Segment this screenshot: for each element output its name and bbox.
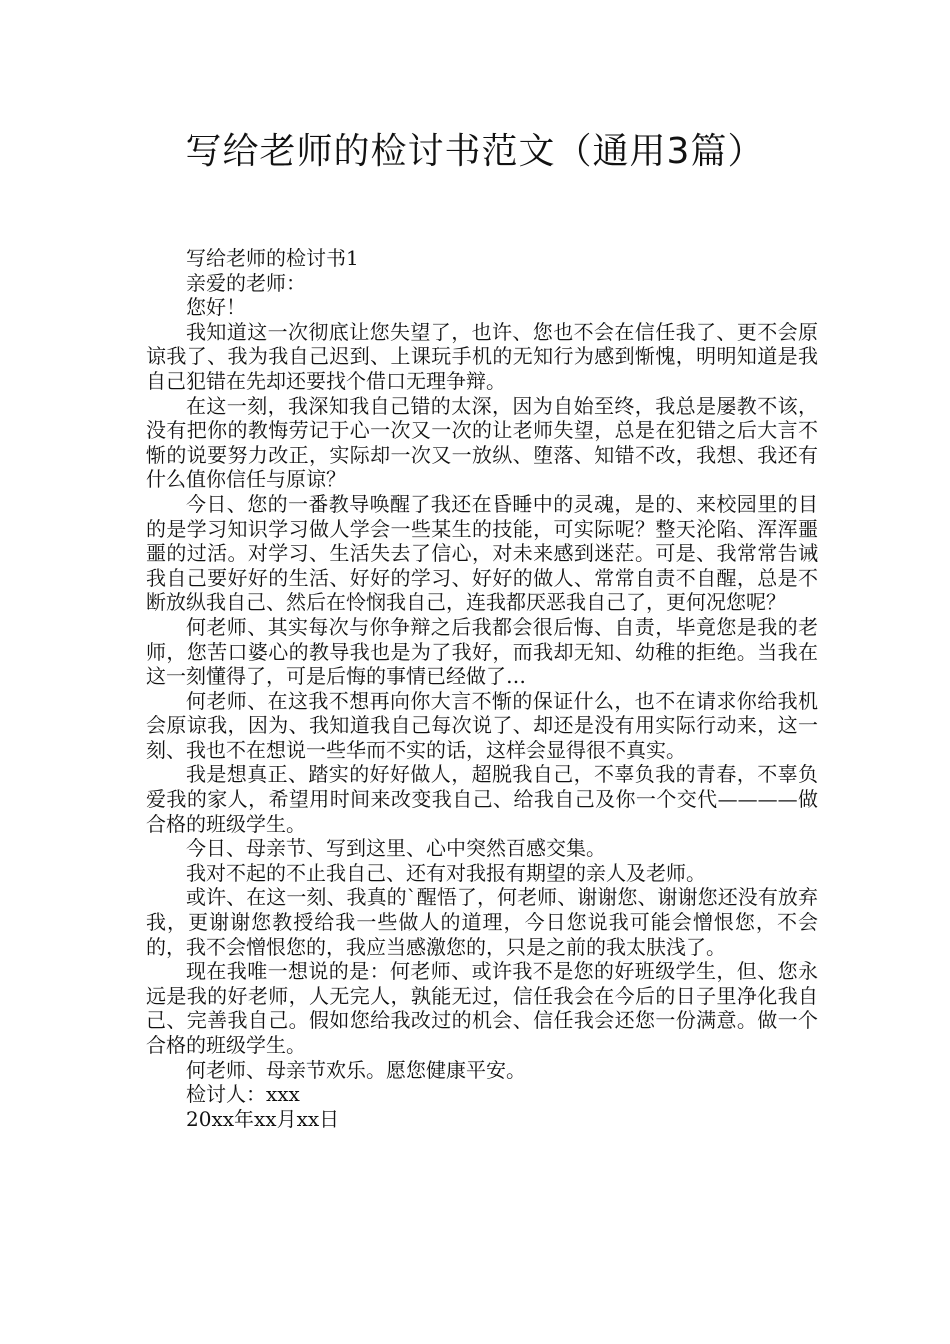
body-paragraph: 我对不起的不止我自己、还有对我报有期望的亲人及老师。 [186, 860, 706, 885]
document-title: 写给老师的检讨书范文（通用3篇） [185, 131, 765, 172]
body-paragraph: 今日、您的一番教导唤醒了我还在昏睡中的灵魂，是的、来校园里的目的是学习知识学习做人学会一些某生的技能，可实际呢？整天沦陷、浑浑噩噩的过活。对学习、生活失去了信心，对未来感到迷茫。可是、我常常告诫我自己要好好的生活、好好的学习、好好的做人、常常自责不自醒，总是不断放纵我自己、然后在怜悯我自己，连我都厌恶我自己了，更何况您呢？ [146, 491, 818, 615]
date: 20xx年xx月xx日 [186, 1106, 340, 1131]
body-paragraph: 现在我唯一想说的是：何老师、或许我不是您的好班级学生，但、您永远是我的好老师，人无完人，孰能无过，信任我会在今后的日子里净化我自己、完善我自己。假如您给我改过的机会、信任我会还您一份满意。做一个合格的班级学生。 [146, 959, 818, 1057]
greeting: 您好！ [186, 295, 246, 320]
document-body [146, 246, 818, 1131]
salutation: 亲爱的老师： [186, 270, 306, 295]
body-paragraph: 或许、在这一刻、我真的`醒悟了，何老师、谢谢您、谢谢您还没有放弃我，更谢谢您教授给我一些做人的道理，今日您说我可能会憎恨您，不会的，我不会憎恨您的，我应当感激您的，只是之前的我太肤浅了。 [146, 885, 818, 959]
signature: 检讨人：xxx [186, 1082, 300, 1107]
body-paragraph: 何老师、其实每次与你争辩之后我都会很后悔、自责，毕竟您是我的老师，您苦口婆心的教导我也是为了我好，而我却无知、幼稚的拒绝。当我在这一刻懂得了，可是后悔的事情已经做了… [146, 614, 818, 689]
body-paragraph: 在这一刻，我深知我自己错的太深，因为自始至终，我总是屡教不该，没有把你的教悔劳记于心一次又一次的让老师失望，总是在犯错之后大言不惭的说要努力改正，实际却一次又一放纵、堕落、知错不改，我想、我还有什么值你信任与原谅？ [146, 393, 818, 492]
body-paragraph: 今日、母亲节、写到这里、心中突然百感交集。 [186, 836, 606, 861]
closing-wish: 何老师、母亲节欢乐。愿您健康平安。 [186, 1057, 526, 1082]
letter-heading: 写给老师的检讨书1 [186, 246, 359, 270]
body-paragraph: 我是想真正、踏实的好好做人，超脱我自己，不辜负我的青春，不辜负爱我的家人，希望用时间来改变我自己、给我自己及你一个交代————做合格的班级学生。 [146, 762, 818, 836]
body-paragraph: 我知道这一次彻底让您失望了，也许、您也不会在信任我了、更不会原谅我了、我为我自己迟到、上课玩手机的无知行为感到惭愧，明明知道是我自己犯错在先却还要找个借口无理争辩。 [146, 319, 818, 393]
body-paragraph: 何老师、在这我不想再向你大言不惭的保证什么，也不在请求你给我机会原谅我，因为、我知道我自己每次说了、却还是没有用实际行动来，这一刻、我也不在想说一些华而不实的话，这样会显得很不真实。 [146, 688, 818, 762]
